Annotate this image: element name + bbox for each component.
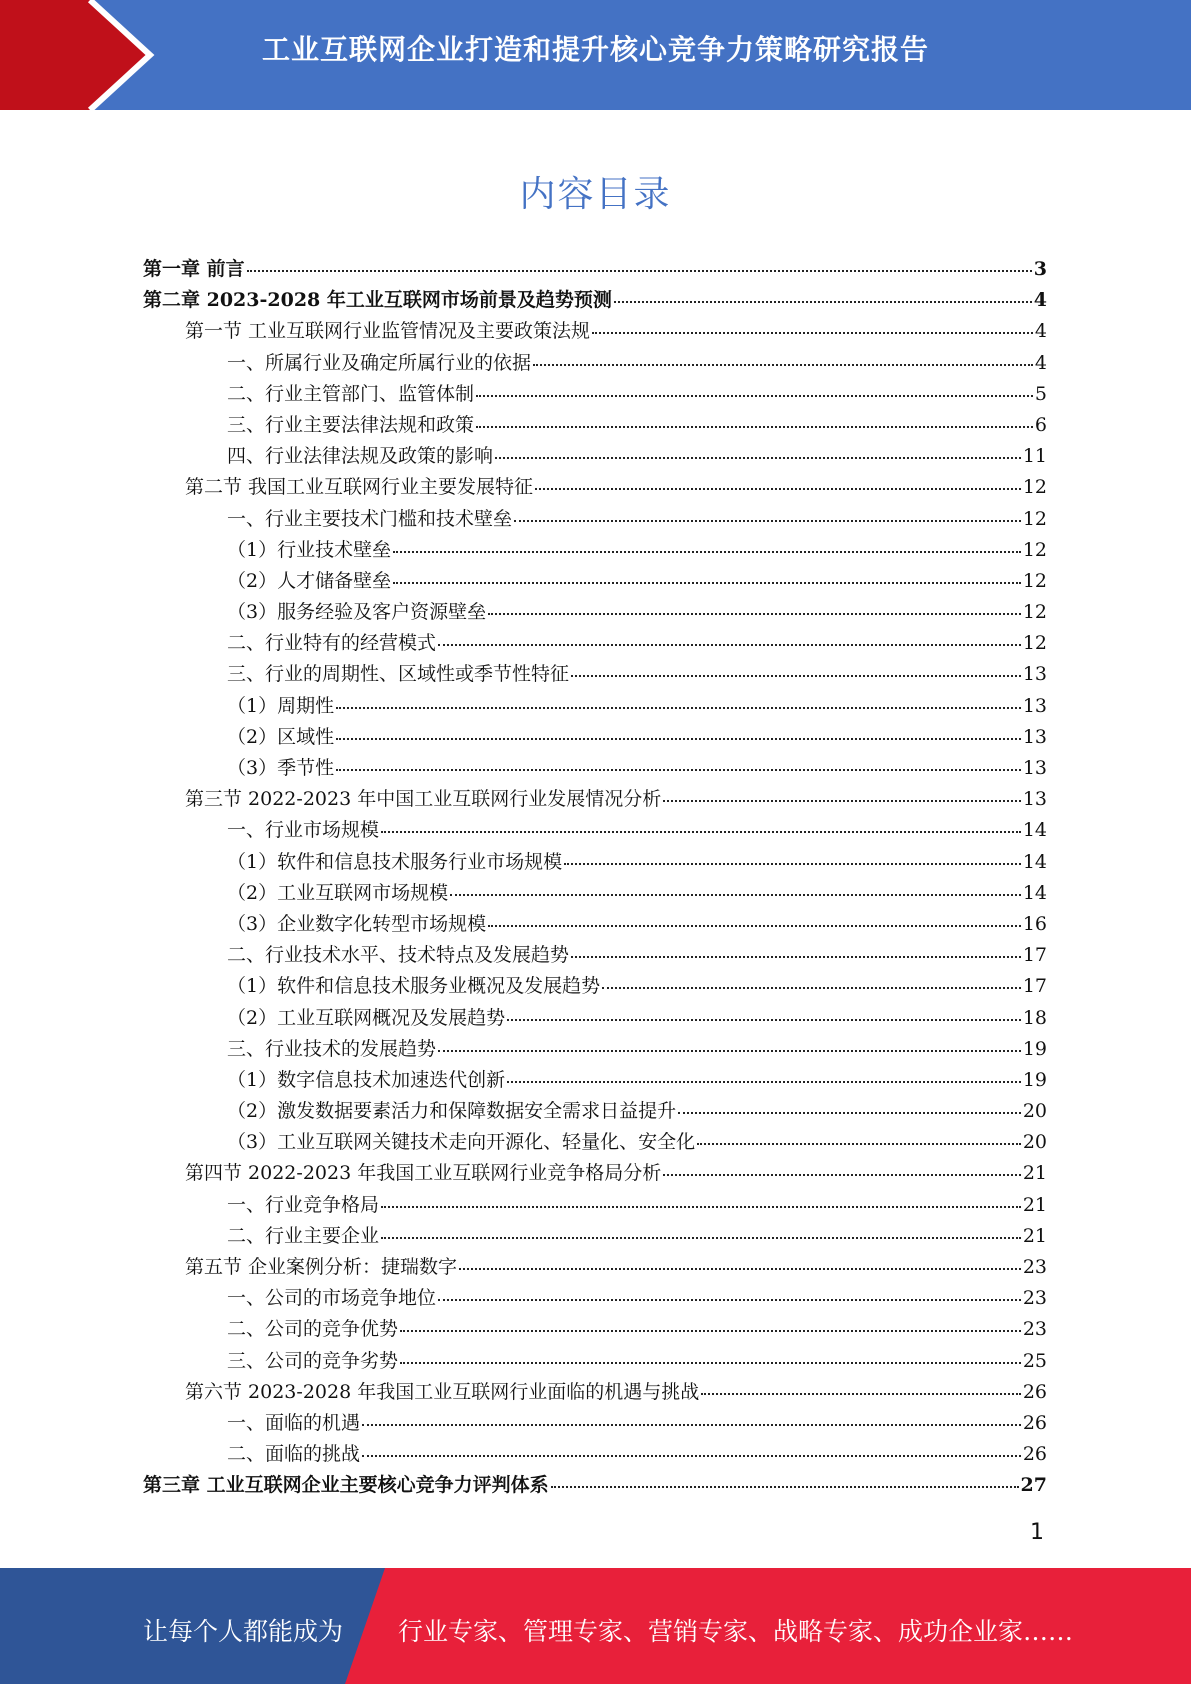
toc-entry-page: 12 xyxy=(1022,476,1047,499)
toc-entry-page: 23 xyxy=(1022,1318,1047,1341)
toc-entry-page: 23 xyxy=(1022,1256,1047,1278)
toc-entry[interactable] xyxy=(143,722,1047,753)
toc-entry-page: 26 xyxy=(1022,1411,1047,1434)
toc-entry[interactable] xyxy=(143,1158,1047,1189)
toc-entry[interactable] xyxy=(143,566,1047,597)
toc-entry-label: 一、行业市场规模 xyxy=(227,819,380,842)
toc-entry[interactable] xyxy=(143,597,1047,628)
toc-dot-leader xyxy=(571,956,1021,958)
toc-entry-page: 13 xyxy=(1022,788,1047,811)
toc-entry-label: （1）数字信息技术加速迭代创新 xyxy=(227,1068,506,1091)
toc-entry-page: 25 xyxy=(1022,1349,1047,1372)
toc-entry-label: （3）企业数字化转型市场规模 xyxy=(227,912,487,935)
toc-entry[interactable] xyxy=(143,1065,1047,1096)
toc-entry-label: 第二节 我国工业互联网行业主要发展特征 xyxy=(185,476,534,499)
toc-dot-leader xyxy=(663,1174,1021,1176)
toc-entry-page: 20 xyxy=(1022,1131,1047,1154)
toc-dot-leader xyxy=(488,613,1021,615)
toc-entry[interactable] xyxy=(143,504,1047,535)
toc-entry-label: 二、行业技术水平、技术特点及发展趋势 xyxy=(227,944,570,967)
toc-dot-leader xyxy=(678,1112,1021,1114)
toc-entry-label: 二、行业主管部门、监管体制 xyxy=(227,382,475,405)
toc-dot-leader xyxy=(336,769,1021,771)
toc-entry-label: 三、行业的周期性、区域性或季节性特征 xyxy=(227,663,570,686)
toc-entry-page: 12 xyxy=(1022,507,1047,530)
toc-entry[interactable] xyxy=(143,1003,1047,1034)
toc-entry-label: （1）软件和信息技术服务行业市场规模 xyxy=(227,850,563,873)
toc-entry-page: 14 xyxy=(1022,819,1047,842)
toc-entry-page: 11 xyxy=(1022,445,1047,468)
toc-entry-label: （3）服务经验及客户资源壁垒 xyxy=(227,601,487,624)
toc-entry-page: 13 xyxy=(1022,694,1047,717)
toc-entry-label: 二、行业特有的经营模式 xyxy=(227,632,437,655)
toc-dot-leader xyxy=(247,270,1032,272)
toc-entry[interactable] xyxy=(143,535,1047,566)
toc-entry-page: 12 xyxy=(1022,538,1047,561)
toc-entry-label: （3）季节性 xyxy=(227,757,335,779)
toc-entry-label: （1）行业技术壁垒 xyxy=(227,538,392,561)
toc-dot-leader xyxy=(533,364,1033,366)
toc-entry-page: 18 xyxy=(1022,1006,1047,1029)
toc-entry[interactable] xyxy=(143,847,1047,878)
report-title: 工业互联网企业打造和提升核心竞争力策略研究报告 xyxy=(262,33,930,66)
toc-entry-page: 12 xyxy=(1022,569,1047,592)
toc-entry[interactable] xyxy=(143,1096,1047,1127)
toc-entry-label: （2）区域性 xyxy=(227,725,335,748)
toc-dot-leader xyxy=(400,1330,1021,1332)
toc-dot-leader xyxy=(551,1486,1019,1488)
toc-entry-page: 19 xyxy=(1022,1037,1047,1060)
toc-entry-label: （2）激发数据要素活力和保障数据安全需求日益提升 xyxy=(227,1100,677,1123)
toc-entry[interactable] xyxy=(143,1377,1047,1408)
toc-entry-page: 12 xyxy=(1022,601,1047,624)
toc-dot-leader xyxy=(336,707,1021,709)
toc-entry-label: （3）工业互联网关键技术走向开源化、轻量化、安全化 xyxy=(227,1131,696,1154)
toc-entry-page: 3 xyxy=(1033,258,1047,280)
toc-entry-label: 一、公司的市场竞争地位 xyxy=(227,1287,437,1310)
toc-dot-leader xyxy=(381,831,1021,833)
toc-entry-page: 13 xyxy=(1022,725,1047,748)
toc-dot-leader xyxy=(476,426,1033,428)
toc-dot-leader xyxy=(393,582,1021,584)
toc-entry-page: 17 xyxy=(1022,975,1047,998)
toc-dot-leader xyxy=(362,1424,1021,1426)
toc-dot-leader xyxy=(488,925,1021,927)
toc-dot-leader xyxy=(514,520,1021,522)
toc-entry[interactable] xyxy=(143,1408,1047,1439)
toc-heading: 内容目录 xyxy=(519,174,672,215)
toc-dot-leader xyxy=(438,1299,1021,1301)
toc-dot-leader xyxy=(564,863,1021,865)
toc-entry-page: 14 xyxy=(1022,850,1047,873)
toc-dot-leader xyxy=(381,1206,1021,1208)
toc-entry-label: 三、行业主要法律法规和政策 xyxy=(227,413,475,436)
toc-entry[interactable] xyxy=(143,1439,1047,1470)
toc-entry-label: （2）人才储备壁垒 xyxy=(227,569,392,592)
toc-entry[interactable] xyxy=(143,379,1047,410)
toc-entry-page: 21 xyxy=(1022,1193,1047,1216)
toc-entry-label: 三、行业技术的发展趋势 xyxy=(227,1037,437,1060)
toc-entry-page: 13 xyxy=(1022,663,1047,686)
toc-entry[interactable] xyxy=(143,348,1047,379)
toc-entry-page: 26 xyxy=(1022,1443,1047,1466)
toc-entry-page: 27 xyxy=(1020,1474,1047,1497)
toc-entry[interactable] xyxy=(143,940,1047,971)
toc-entry[interactable] xyxy=(143,316,1047,347)
toc-entry-page: 17 xyxy=(1022,944,1047,967)
toc-entry-page: 19 xyxy=(1022,1068,1047,1091)
toc-entry-page: 26 xyxy=(1022,1380,1047,1403)
toc-dot-leader xyxy=(450,894,1021,896)
toc-dot-leader xyxy=(535,488,1021,490)
toc-entry[interactable] xyxy=(143,1127,1047,1158)
toc-entry-page: 20 xyxy=(1022,1100,1047,1123)
toc-entry[interactable] xyxy=(143,753,1047,784)
toc-entry-label: 一、面临的机遇 xyxy=(227,1411,361,1434)
toc-entry[interactable] xyxy=(143,1221,1047,1252)
toc-entry-page: 6 xyxy=(1034,413,1047,436)
toc-entry-label: 二、公司的竞争优势 xyxy=(227,1318,399,1341)
toc-entry-page: 21 xyxy=(1022,1162,1047,1185)
toc-dot-leader xyxy=(400,1362,1021,1364)
toc-entry[interactable] xyxy=(143,691,1047,722)
toc-entry-label: 第三节 2022-2023 年中国工业互联网行业发展情况分析 xyxy=(185,788,662,811)
table-of-contents xyxy=(143,254,1047,1502)
toc-entry[interactable] xyxy=(143,878,1047,909)
toc-dot-leader xyxy=(571,675,1021,677)
toc-dot-leader xyxy=(336,738,1021,740)
toc-entry-page: 16 xyxy=(1022,912,1047,935)
toc-entry-label: 第一节 工业互联网行业监管情况及主要政策法规 xyxy=(185,320,591,343)
toc-entry-label: 二、行业主要企业 xyxy=(227,1224,380,1247)
toc-entry[interactable] xyxy=(143,254,1047,285)
report-header xyxy=(0,0,1191,110)
toc-entry[interactable] xyxy=(143,1346,1047,1377)
toc-dot-leader xyxy=(362,1455,1021,1457)
toc-dot-leader xyxy=(438,644,1021,646)
toc-entry[interactable] xyxy=(143,1283,1047,1314)
toc-entry[interactable] xyxy=(143,815,1047,846)
toc-dot-leader xyxy=(602,987,1021,989)
toc-entry[interactable] xyxy=(143,285,1047,316)
toc-entry-label: 二、面临的挑战 xyxy=(227,1443,361,1466)
toc-entry[interactable] xyxy=(143,971,1047,1002)
footer-slogan-left: 让每个人都能成为 xyxy=(143,1617,344,1646)
toc-entry[interactable] xyxy=(143,1252,1047,1283)
toc-entry-label: 第二章 2023-2028 年工业互联网市场前景及趋势预测 xyxy=(143,289,612,312)
toc-entry[interactable] xyxy=(143,410,1047,441)
toc-entry[interactable] xyxy=(143,628,1047,659)
toc-entry-label: 四、行业法律法规及政策的影响 xyxy=(227,445,494,468)
toc-dot-leader xyxy=(614,301,1032,303)
toc-dot-leader xyxy=(701,1393,1021,1395)
toc-dot-leader xyxy=(381,1237,1021,1239)
toc-entry[interactable] xyxy=(143,472,1047,503)
toc-entry-page: 4 xyxy=(1034,351,1047,374)
toc-entry-page: 4 xyxy=(1034,320,1047,343)
toc-entry-page: 13 xyxy=(1022,757,1047,779)
toc-dot-leader xyxy=(507,1019,1021,1021)
toc-dot-leader xyxy=(697,1143,1021,1145)
footer-slogan-right: 行业专家、管理专家、营销专家、战略专家、成功企业家…… xyxy=(398,1617,1074,1646)
toc-dot-leader xyxy=(459,1268,1021,1270)
toc-entry-label: 第六节 2023-2028 年我国工业互联网行业面临的机遇与挑战 xyxy=(185,1380,700,1403)
toc-dot-leader xyxy=(592,332,1033,334)
toc-entry-label: （1）软件和信息技术服务业概况及发展趋势 xyxy=(227,975,601,998)
toc-entry[interactable] xyxy=(143,909,1047,940)
toc-dot-leader xyxy=(495,457,1021,459)
toc-entry-label: 一、所属行业及确定所属行业的依据 xyxy=(227,351,532,374)
toc-entry-page: 23 xyxy=(1022,1287,1047,1310)
toc-entry-page: 12 xyxy=(1022,632,1047,655)
toc-dot-leader xyxy=(438,1050,1021,1052)
toc-entry-label: （1）周期性 xyxy=(227,694,335,717)
page-number: 1 xyxy=(1030,1520,1044,1545)
toc-dot-leader xyxy=(507,1081,1021,1083)
toc-entry-label: （2）工业互联网市场规模 xyxy=(227,881,449,904)
toc-dot-leader xyxy=(393,551,1021,553)
toc-entry-page: 4 xyxy=(1033,289,1047,312)
toc-entry[interactable] xyxy=(143,784,1047,815)
toc-entry-page: 14 xyxy=(1022,881,1047,904)
toc-entry-label: 第四节 2022-2023 年我国工业互联网行业竞争格局分析 xyxy=(185,1162,662,1185)
toc-entry-label: 一、行业主要技术门槛和技术壁垒 xyxy=(227,507,513,530)
footer-banner xyxy=(0,1568,1191,1684)
toc-entry[interactable] xyxy=(143,1034,1047,1065)
toc-entry-label: （2）工业互联网概况及发展趋势 xyxy=(227,1006,506,1029)
toc-entry[interactable] xyxy=(143,1470,1047,1501)
toc-entry-page: 5 xyxy=(1034,382,1047,405)
toc-entry[interactable] xyxy=(143,659,1047,690)
toc-entry-page: 21 xyxy=(1022,1224,1047,1247)
toc-entry[interactable] xyxy=(143,1314,1047,1345)
toc-entry-label: 一、行业竞争格局 xyxy=(227,1193,380,1216)
toc-entry[interactable] xyxy=(143,1190,1047,1221)
toc-dot-leader xyxy=(663,800,1021,802)
toc-entry-label: 三、公司的竞争劣势 xyxy=(227,1349,399,1372)
toc-entry-label: 第三章 工业互联网企业主要核心竞争力评判体系 xyxy=(143,1474,549,1497)
toc-dot-leader xyxy=(476,395,1033,397)
toc-entry-label: 第五节 企业案例分析：捷瑞数字 xyxy=(185,1256,458,1278)
toc-entry[interactable] xyxy=(143,441,1047,472)
toc-entry-label: 第一章 前言 xyxy=(143,258,245,280)
